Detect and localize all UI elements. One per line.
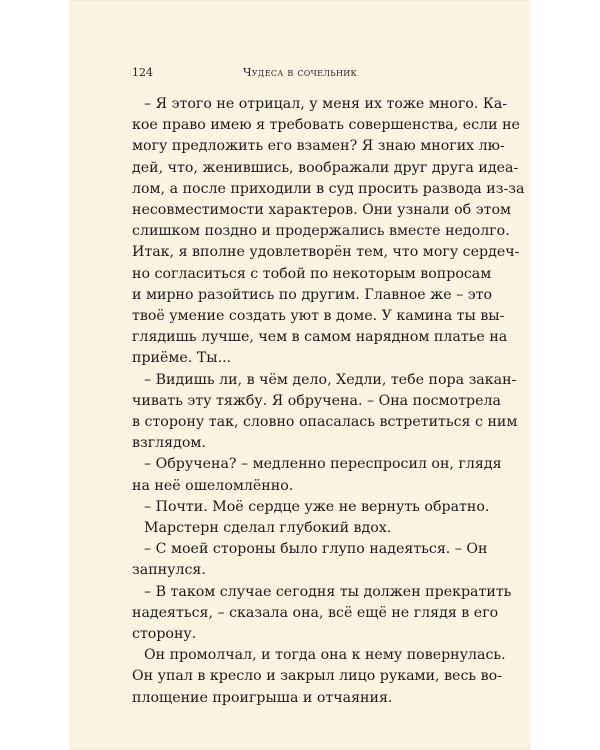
text-line: Марстерн сделал глубокий вдох.	[144, 520, 392, 537]
text-line: – Почти. Моё сердце уже не вернуть обратно.	[144, 498, 490, 515]
text-line: взглядом.	[132, 435, 206, 452]
text-line: кое право имею я требовать совершенства, если не	[132, 117, 520, 134]
text-line: надеяться, – сказала она, всё ещё не глядя в его	[132, 604, 499, 621]
text-line: – Я этого не отрицал, у меня их тоже много. Ка-	[144, 96, 508, 112]
text-line: Итак, я вполне удовлетворён тем, что могу сердеч-	[132, 244, 520, 261]
text-line: запнулся.	[132, 562, 206, 579]
text-line: площение проигрыша и отчаяния.	[132, 689, 393, 706]
text-line: но согласиться с тобой по некоторым вопросам	[132, 265, 492, 282]
text-line: – Обручена? – медленно переспросил он, глядя	[144, 456, 502, 473]
text-line: твоё умение создать уют в доме. У камина ты вы-	[132, 308, 505, 325]
page-number: 124	[132, 66, 153, 79]
text-line: на неё ошеломлённо.	[132, 477, 294, 494]
running-title: Чудеса в сочельник	[243, 66, 357, 79]
text-line: приёме. Ты...	[132, 350, 232, 367]
text-line: и мирно разойтись по другим. Главное же – это	[132, 286, 493, 303]
text-line: в сторону так, словно опасалась встретиться с ним	[132, 414, 518, 431]
text-line: сторону.	[132, 626, 197, 643]
running-head	[132, 66, 468, 82]
text-line: чивать эту тяжбу. Я обручена. – Она посмотрела	[132, 392, 501, 409]
book-page	[70, 0, 530, 750]
text-line: могу предложить его взамен? Я знаю многих лю-	[132, 138, 505, 155]
text-line: глядишь лучше, чем в самом нарядном платье на	[132, 329, 508, 346]
text-line: – С моей стороны было глупо надеяться. – Он	[144, 541, 488, 558]
text-line: слишком поздно и продержались вместе недолго.	[132, 223, 510, 240]
text-line: Он упал в кресло и закрыл лицо руками, весь во-	[132, 668, 502, 685]
text-line: – В таком случае сегодня ты должен прекратить	[144, 583, 512, 600]
text-line: – Видишь ли, в чём дело, Хедли, тебе пора закан-	[144, 371, 517, 388]
text-line: Он промолчал, и тогда она к нему повернулась.	[144, 647, 506, 664]
text-line: лом, а после приходили в суд просить развода из-за	[132, 180, 525, 197]
body-text	[132, 94, 525, 709]
text-line: дей, что, женившись, воображали друг друга идеа-	[132, 159, 519, 176]
text-line: несовместимости характеров. Они узнали об этом	[132, 202, 512, 219]
